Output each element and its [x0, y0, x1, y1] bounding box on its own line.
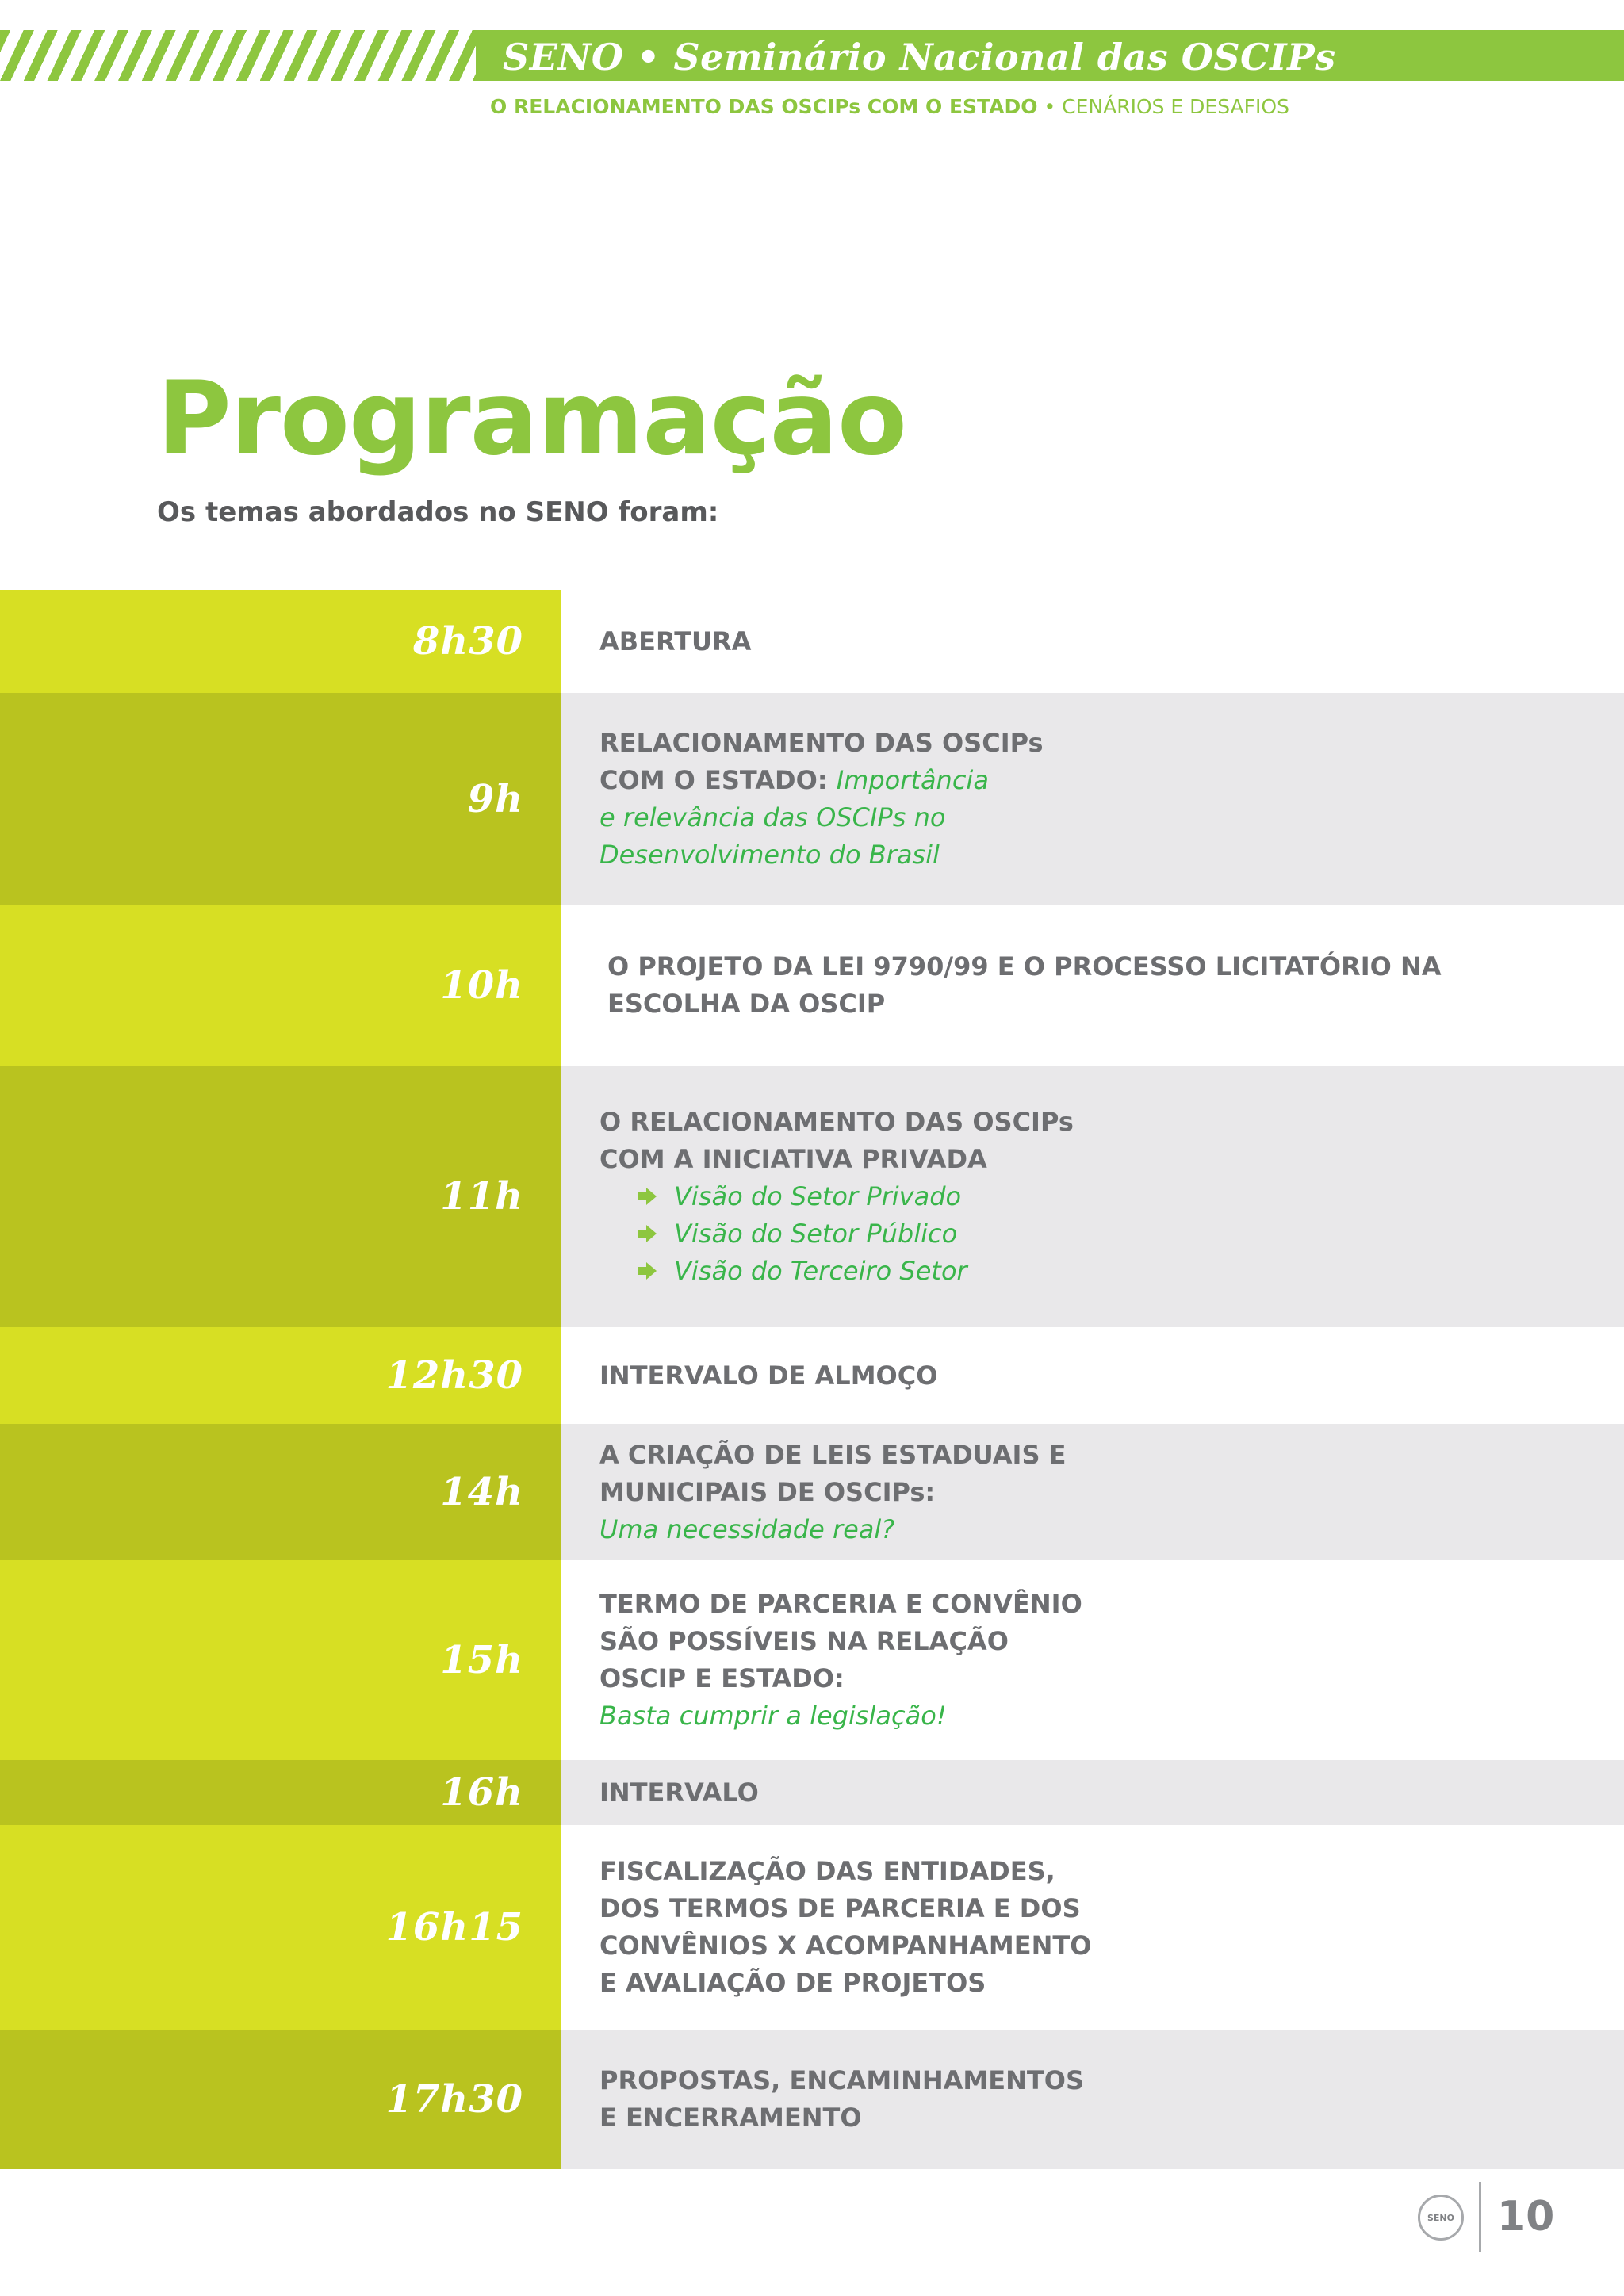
bullet-text: Visão do Setor Público [674, 1218, 958, 1249]
seno-logo-icon [1418, 2195, 1464, 2241]
bullet-text: Visão do Terceiro Setor [674, 1255, 967, 1286]
footer-divider [1479, 2182, 1481, 2252]
time-label: 16h [440, 1770, 523, 1815]
bullet-item [638, 1253, 1624, 1290]
session-title: INTERVALO DE ALMOÇO [599, 1360, 938, 1391]
content-cell [561, 1424, 1624, 1560]
time-label: 14h [440, 1470, 523, 1514]
schedule-row [0, 590, 1624, 693]
page-title: Programação [157, 360, 906, 478]
session-title: O PROJETO DA LEI 9790/99 E O PROCESSO LICITATÓRIO NA ESCOLHA DA OSCIP [607, 951, 1442, 1019]
bullet-item [638, 1215, 1624, 1253]
schedule-row [0, 1560, 1624, 1760]
header-subtitle-bold: O RELACIONAMENTO DAS OSCIPs COM O ESTADO [490, 95, 1038, 118]
header-subtitle-light: • CENÁRIOS E DESAFIOS [1037, 95, 1289, 118]
arrow-right-icon [638, 1188, 657, 1205]
bullet-item [638, 1178, 1624, 1215]
content-cell [561, 1760, 1624, 1825]
session-title: O RELACIONAMENTO DAS OSCIPs COM A INICIATIVA PRIVADA [599, 1106, 1074, 1174]
content-cell [561, 1066, 1624, 1327]
session-title [599, 725, 1624, 799]
page-intro: Os temas abordados no SENO foram: [157, 496, 719, 528]
session-title-text: RELACIONAMENTO DAS OSCIPs COM O ESTADO: [599, 728, 1044, 795]
session-title: PROPOSTAS, ENCAMINHAMENTOS E ENCERRAMENTO [599, 2065, 1084, 2133]
time-label: 8h30 [412, 619, 523, 664]
time-cell [0, 2030, 561, 2169]
session-title: A CRIAÇÃO DE LEIS ESTADUAIS E MUNICIPAIS DE OSCIPs: [599, 1439, 1067, 1507]
arrow-right-icon [638, 1225, 657, 1242]
time-label: 15h [440, 1638, 523, 1682]
content-cell [561, 2030, 1624, 2169]
session-title: TERMO DE PARCERIA E CONVÊNIO SÃO POSSÍVEIS NA RELAÇÃO OSCIP E ESTADO: [599, 1589, 1082, 1693]
time-cell [0, 590, 561, 693]
session-title-inline: Importância [836, 765, 989, 795]
session-title: INTERVALO [599, 1777, 759, 1808]
schedule-row [0, 1327, 1624, 1424]
arrow-right-icon [638, 1262, 657, 1280]
time-cell [0, 1066, 561, 1327]
session-subtitle: Basta cumprir a legislação! [599, 1701, 947, 1731]
time-label: 9h [467, 777, 523, 821]
session-bullets [599, 1178, 1624, 1290]
time-label: 12h30 [385, 1353, 523, 1398]
content-cell [561, 905, 1624, 1066]
time-cell [0, 1760, 561, 1825]
time-label: 17h30 [385, 2077, 523, 2122]
header-subtitle [490, 95, 1289, 118]
bullet-text: Visão do Setor Privado [674, 1181, 962, 1211]
content-cell [561, 1825, 1624, 2030]
content-cell [561, 1560, 1624, 1760]
time-cell [0, 1560, 561, 1760]
session-subtitle: e relevância das OSCIPs no Desenvolvimento do Brasil [599, 802, 946, 870]
schedule-table [0, 590, 1624, 2169]
schedule-row [0, 1424, 1624, 1560]
schedule-row [0, 1066, 1624, 1327]
time-label: 16h15 [385, 1905, 523, 1950]
content-cell [561, 590, 1624, 693]
content-cell [561, 693, 1624, 905]
page-number: 10 [1497, 2193, 1555, 2241]
header-title: SENO • Seminário Nacional das OSCIPs [503, 36, 1336, 78]
time-cell [0, 905, 561, 1066]
schedule-row [0, 905, 1624, 1066]
header-stripes [0, 30, 476, 81]
time-label: 11h [440, 1174, 523, 1219]
time-cell [0, 1327, 561, 1424]
schedule-row [0, 693, 1624, 905]
content-cell [561, 1327, 1624, 1424]
session-subtitle: Uma necessidade real? [599, 1513, 895, 1544]
time-cell [0, 1825, 561, 2030]
schedule-row [0, 1760, 1624, 1825]
time-label: 10h [440, 963, 523, 1008]
session-title: ABERTURA [599, 626, 752, 656]
time-cell [0, 1424, 561, 1560]
time-cell [0, 693, 561, 905]
session-title: FISCALIZAÇÃO DAS ENTIDADES, DOS TERMOS DE PARCERIA E DOS CONVÊNIOS X ACOMPANHAMENTO E AVALIAÇÃO DE PROJETOS [599, 1856, 1092, 1998]
schedule-row [0, 1825, 1624, 2030]
schedule-row [0, 2030, 1624, 2169]
logo-text: SENO [1427, 2212, 1454, 2223]
